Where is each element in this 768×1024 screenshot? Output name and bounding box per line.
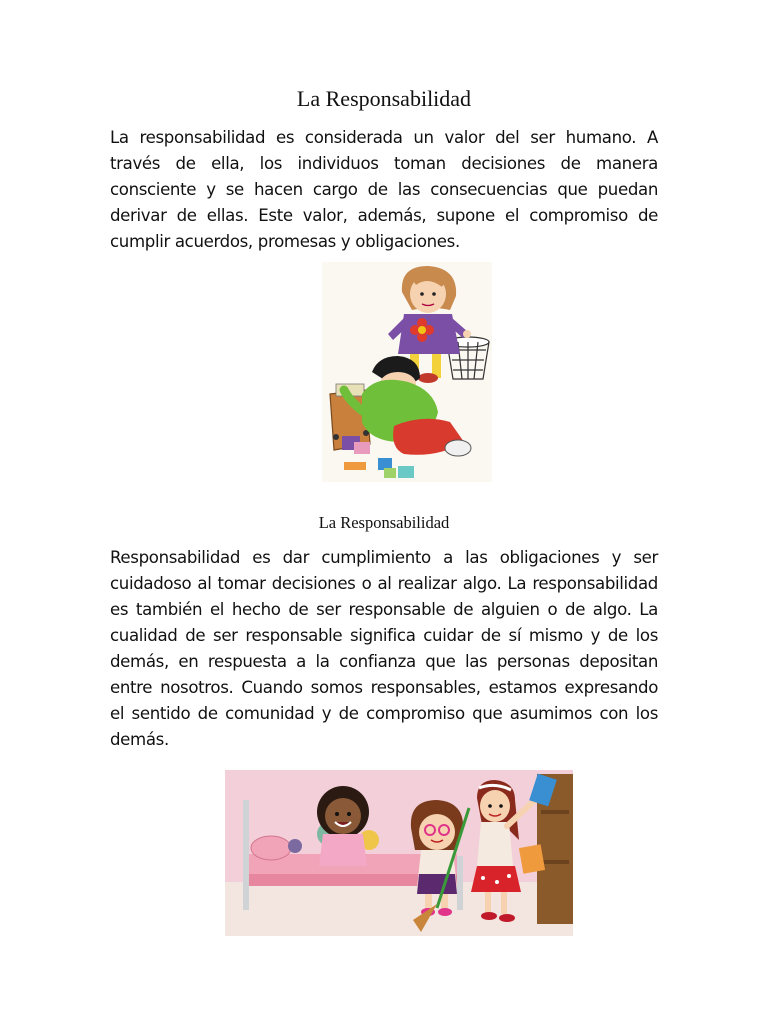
paragraph-definition: Responsabilidad es dar cumplimiento a las obligaciones y ser cuidadoso al tomar decisiones o al realizar algo. La responsabilidad es también el hecho de ser responsable de alguien o de algo. La cualidad de ser responsable significa cuidar de sí mismo y de los demás, en respuesta a la confianza que las personas depositan entre nosotros. Cuando somos responsables, estamos expresando el sentido de comunidad y de compromiso que asumimos con los demás. [110,548,658,749]
illustration-girls-tidying-room [225,770,573,936]
page-title: La Responsabilidad [296,86,472,111]
paragraph-intro: La responsabilidad es considerada un valor del ser humano. A través de ella, los individuos toman decisiones de manera consciente y se hacen cargo de las consecuencias que puedan derivar de ellas. Este valor, además, supone el compromiso de cumplir acuerdos, promesas y obligaciones. [110,128,658,251]
illustration-children-cleaning [322,262,492,482]
section-subtitle: La Responsabilidad [318,513,450,532]
